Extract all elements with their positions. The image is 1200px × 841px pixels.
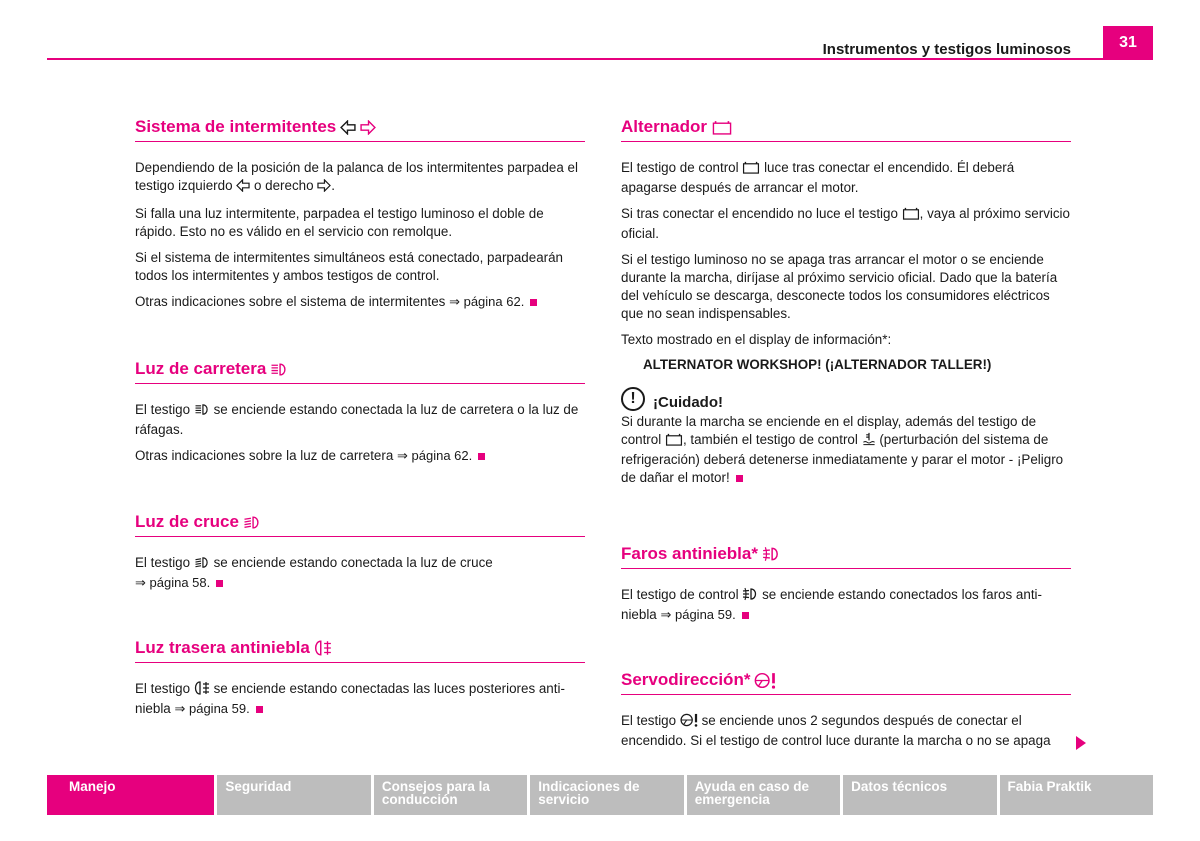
caution-box xyxy=(621,386,1071,487)
page-reference[interactable]: ⇒ página 62. xyxy=(397,448,473,463)
display-message: ALTERNATOR WORKSHOP! (¡ALTERNADOR TALLER!) xyxy=(643,357,992,372)
paragraph: El testigo se enciende unos 2 segundos después de conectar el encendido. Si el testigo de control luce durante la marcha o no se apaga xyxy=(621,713,1051,748)
paragraph: El testigo se enciende estando conectadas las luces posteriores anti-niebla ⇒ página 59. xyxy=(135,681,565,716)
section-end-marker xyxy=(736,475,743,482)
paragraph: Otras indicaciones sobre el sistema de intermitentes ⇒ página 62. xyxy=(135,293,585,311)
section-end-marker xyxy=(530,299,537,306)
section-rear-fog xyxy=(135,637,585,726)
section-title: Luz de carretera xyxy=(135,358,585,384)
section-power-steering xyxy=(621,669,1071,758)
page-number: 31 xyxy=(1103,26,1153,60)
section-title: Faros antiniebla* xyxy=(621,543,1071,569)
rear-fog-icon xyxy=(194,681,210,700)
section-alternator xyxy=(621,116,1071,495)
coolant-icon xyxy=(862,432,876,451)
turn-signal-right-icon xyxy=(360,120,376,135)
section-title: Luz trasera antiniebla xyxy=(135,637,585,663)
page-reference[interactable]: ⇒ página 62. xyxy=(449,294,525,309)
battery-icon xyxy=(665,433,683,451)
caution-icon: ! xyxy=(621,387,645,411)
header-title: Instrumentos y testigos luminosos xyxy=(822,41,1071,58)
paragraph: Texto mostrado en el display de información*: xyxy=(621,332,892,347)
caution-text: Si durante la marcha se enciende en el display, además del testigo de control , también el testigo de control (perturbación del sistema de refrigeración) deberá detenerse inmediatamente y parar el motor - ¡Peligro de dañar el motor! xyxy=(621,414,1064,485)
low-beam-icon xyxy=(194,556,210,574)
section-title: Alternador xyxy=(621,116,1071,142)
tab-ayuda-emergencia[interactable]: Ayuda en caso de emergencia xyxy=(687,775,840,815)
paragraph: Si el testigo luminoso no se apaga tras arrancar el motor o se enciende durante la marcha, diríjase al próximo servicio oficial. Dado que la batería del vehículo se descarga, desconecte todos los consumidores eléctricos que no sean indispensables. xyxy=(621,252,1058,321)
section-end-marker xyxy=(256,706,263,713)
paragraph: El testigo se enciende estando conectada la luz de cruce ⇒ página 58. xyxy=(135,555,493,590)
battery-icon xyxy=(742,161,760,179)
section-end-marker xyxy=(478,453,485,460)
next-page-arrow-icon[interactable] xyxy=(1076,736,1086,750)
caution-title: ¡Cuidado! xyxy=(653,394,723,411)
section-end-marker xyxy=(216,580,223,587)
rear-fog-icon xyxy=(314,640,332,656)
paragraph: Dependiendo de la posición de la palanca de los intermitentes parpadea el testigo izquierdo o derecho . xyxy=(135,159,585,197)
paragraph: Si tras conectar el encendido no luce el testigo , vaya al próximo servicio oficial. xyxy=(621,206,1070,241)
turn-signal-left-icon xyxy=(236,179,250,197)
front-fog-icon xyxy=(762,546,780,562)
page-reference[interactable]: ⇒ página 59. xyxy=(660,607,736,622)
turn-signal-left-icon xyxy=(340,120,356,135)
section-high-beam xyxy=(135,358,585,473)
section-title: Servodirección* xyxy=(621,669,1071,695)
paragraph: Si el sistema de intermitentes simultáneos está conectado, parpadearán todos los intermitentes y ambos testigos de control. xyxy=(135,250,563,283)
tab-datos-tecnicos[interactable]: Datos técnicos xyxy=(843,775,996,815)
section-end-marker xyxy=(742,612,749,619)
battery-icon xyxy=(902,207,920,225)
section-front-fog xyxy=(621,543,1071,632)
paragraph: Otras indicaciones sobre la luz de carretera ⇒ página 62. xyxy=(135,447,585,465)
paragraph: El testigo de control luce tras conectar el encendido. Él deberá apagarse después de arrancar el motor. xyxy=(621,160,1015,195)
power-steering-icon xyxy=(754,672,776,689)
front-fog-icon xyxy=(742,587,758,606)
section-low-beam xyxy=(135,511,585,600)
tab-consejos-conduccion[interactable]: Consejos para la conducción xyxy=(374,775,527,815)
battery-icon xyxy=(711,120,733,135)
paragraph: El testigo de control se enciende estando conectados los faros anti-niebla ⇒ página 59. xyxy=(621,587,1042,622)
high-beam-icon xyxy=(270,362,288,377)
tab-fabia-praktik[interactable]: Fabia Praktik xyxy=(1000,775,1153,815)
section-turn-signals xyxy=(135,116,585,319)
turn-signal-right-icon xyxy=(317,179,331,197)
high-beam-icon xyxy=(194,403,210,421)
section-title: Luz de cruce xyxy=(135,511,585,537)
page-reference[interactable]: ⇒ página 58. xyxy=(135,575,211,590)
header-rule xyxy=(47,58,1153,60)
page-reference[interactable]: ⇒ página 59. xyxy=(174,701,250,716)
section-title: Sistema de intermitentes xyxy=(135,116,585,142)
tab-seguridad[interactable]: Seguridad xyxy=(217,775,370,815)
paragraph: El testigo se enciende estando conectada la luz de carretera o la luz de ráfagas. xyxy=(135,402,579,437)
paragraph: Si falla una luz intermitente, parpadea el testigo luminoso el doble de rápido. Esto no es válido en el servicio con remolque. xyxy=(135,206,544,239)
tab-indicaciones-servicio[interactable]: Indicaciones de servicio xyxy=(530,775,683,815)
chapter-tabs xyxy=(47,775,1153,815)
power-steering-icon xyxy=(680,713,698,732)
tab-manejo[interactable]: Manejo xyxy=(47,775,214,815)
low-beam-icon xyxy=(243,515,261,530)
